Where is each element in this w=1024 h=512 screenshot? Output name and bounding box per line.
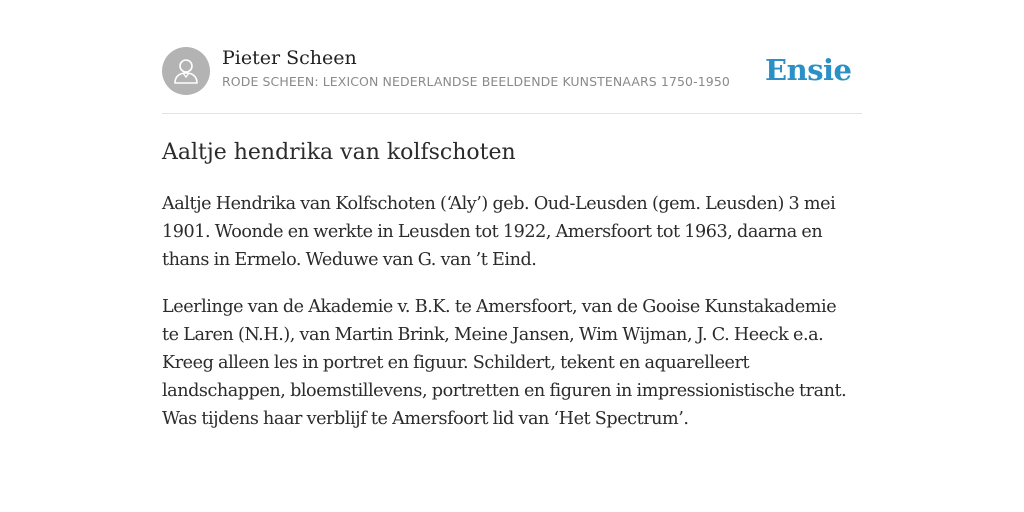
text-line: Kreeg alleen les in portret en figuur. Schildert, tekent en aquarelleert <box>162 353 750 373</box>
ensie-logo[interactable]: Ensie <box>765 53 852 87</box>
text-line: te Laren (N.H.), van Martin Brink, Meine Jansen, Wim Wijman, J. C. Heeck e.a. <box>162 325 824 345</box>
text-line: 1901. Woonde en werkte in Leusden tot 1922, Amersfoort tot 1963, daarna en <box>162 222 823 242</box>
source-title[interactable]: RODE SCHEEN: LEXICON NEDERLANDSE BEELDENDE KUNSTENAARS 1750-1950 <box>222 74 730 89</box>
article-body <box>162 190 862 452</box>
text-line: thans in Ermelo. Weduwe van G. van ’t Eind. <box>162 250 537 270</box>
header-divider <box>162 113 862 114</box>
text-line: landschappen, bloemstillevens, portretten en figuren in impressionistische trant. <box>162 381 847 401</box>
text-line: Leerlinge van de Akademie v. B.K. te Amersfoort, van de Gooise Kunstakademie <box>162 297 837 317</box>
paragraph-2 <box>162 293 862 433</box>
text-line: Aaltje Hendrika van Kolfschoten (‘Aly’) geb. Oud-Leusden (gem. Leusden) 3 mei <box>162 194 836 214</box>
paragraph-1 <box>162 190 862 274</box>
user-icon <box>173 57 199 85</box>
author-name[interactable]: Pieter Scheen <box>222 47 357 69</box>
article-title: Aaltje hendrika van kolfschoten <box>162 140 516 165</box>
author-avatar[interactable] <box>162 47 210 95</box>
text-line: Was tijdens haar verblijf te Amersfoort lid van ‘Het Spectrum’. <box>162 409 689 429</box>
article-header <box>162 46 862 96</box>
